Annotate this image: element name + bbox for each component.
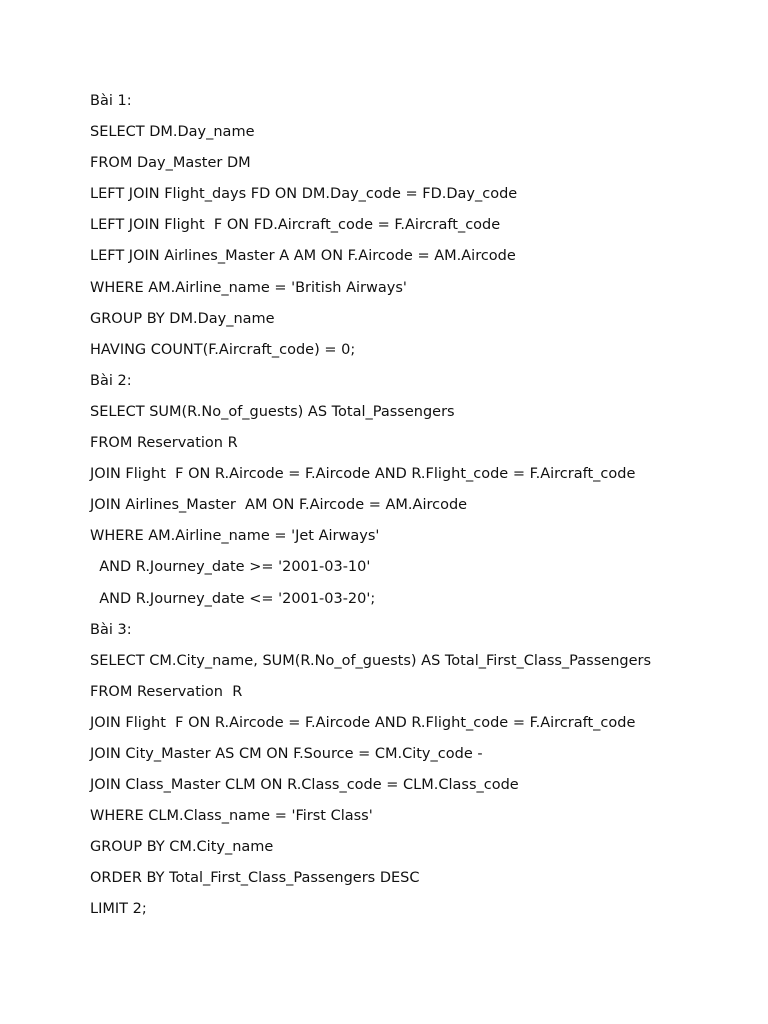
sql-line: AND R.Journey_date >= '2001-03-10' [90, 559, 371, 576]
sql-line: SELECT CM.City_name, SUM(R.No_of_guests) AS Total_First_Class_Passengers [90, 652, 652, 669]
sql-line: GROUP BY DM.Day_name [90, 310, 275, 327]
sql-line: AND R.Journey_date <= '2001-03-20'; [90, 590, 376, 607]
sql-line: SELECT DM.Day_name [90, 124, 255, 141]
sql-line: LEFT JOIN Flight F ON FD.Aircraft_code = F.Aircraft_code [90, 217, 501, 234]
sql-line: LEFT JOIN Airlines_Master A AM ON F.Aircode = AM.Aircode [90, 248, 516, 265]
sql-line: FROM Reservation R [90, 683, 243, 700]
sql-line: WHERE AM.Airline_name = 'British Airways' [90, 279, 407, 296]
sql-line: ORDER BY Total_First_Class_Passengers DESC [90, 870, 420, 887]
sql-line: WHERE AM.Airline_name = 'Jet Airways' [90, 528, 380, 545]
heading-bai-2: Bài 2: [90, 372, 132, 389]
heading-bai-3: Bài 3: [90, 621, 132, 638]
sql-line: JOIN City_Master AS CM ON F.Source = CM.City_code - [90, 745, 483, 762]
sql-line: WHERE CLM.Class_name = 'First Class' [90, 808, 373, 825]
sql-line: HAVING COUNT(F.Aircraft_code) = 0; [90, 341, 356, 358]
heading-bai-1: Bài 1: [90, 93, 132, 109]
sql-line: JOIN Class_Master CLM ON R.Class_code = CLM.Class_code [90, 777, 519, 794]
sql-line: FROM Day_Master DM [90, 155, 251, 172]
sql-line: SELECT SUM(R.No_of_guests) AS Total_Passengers [90, 403, 455, 420]
sql-line: JOIN Flight F ON R.Aircode = F.Aircode AND R.Flight_code = F.Aircraft_code [90, 466, 636, 483]
sql-line: GROUP BY CM.City_name [90, 839, 274, 856]
sql-line: JOIN Flight F ON R.Aircode = F.Aircode AND R.Flight_code = F.Aircraft_code [90, 714, 636, 731]
sql-line: LIMIT 2; [90, 901, 147, 918]
document-body [90, 86, 750, 926]
sql-line: JOIN Airlines_Master AM ON F.Aircode = AM.Aircode [90, 497, 468, 514]
sql-line: LEFT JOIN Flight_days FD ON DM.Day_code = FD.Day_code [90, 186, 518, 203]
sql-line: FROM Reservation R [90, 435, 238, 452]
